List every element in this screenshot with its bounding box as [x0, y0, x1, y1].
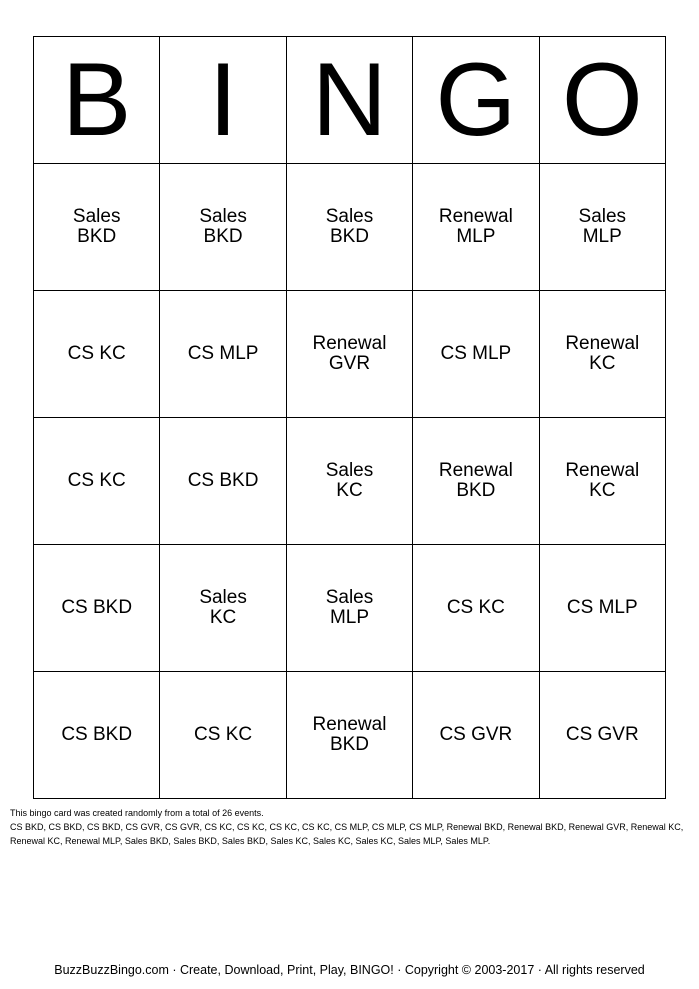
bingo-cell [286, 672, 412, 799]
header-letter-b: B [34, 37, 160, 164]
bingo-cell [160, 164, 286, 291]
cell-label: CS BKD [61, 597, 133, 618]
cell-label: CS BKD [187, 470, 259, 491]
card-info [10, 806, 690, 848]
bingo-row-2 [34, 291, 666, 418]
bingo-row-3 [34, 418, 666, 545]
bingo-cell [413, 672, 539, 799]
header-letter-i: I [160, 37, 286, 164]
bingo-cell [34, 545, 160, 672]
bingo-cell [286, 291, 412, 418]
cell-label: Renewal KC [565, 333, 640, 374]
cell-label: CS MLP [440, 343, 512, 364]
bingo-cell [539, 418, 665, 545]
bingo-header-row [34, 37, 666, 164]
bingo-cell [34, 672, 160, 799]
cell-label: Sales KC [325, 460, 374, 501]
bingo-row-1 [34, 164, 666, 291]
bingo-cell [413, 164, 539, 291]
cell-label: Sales MLP [325, 587, 374, 628]
bingo-cell [160, 418, 286, 545]
bingo-cell [539, 672, 665, 799]
bingo-cell [34, 418, 160, 545]
bingo-cell [539, 545, 665, 672]
cell-label: CS KC [67, 470, 126, 491]
card-info-event-list: CS BKD, CS BKD, CS BKD, CS GVR, CS GVR, CS KC, CS KC, CS KC, CS KC, CS MLP, CS MLP, CS MLP, Renewal BKD, Renewal BKD, Renewal GVR, Renewal KC, Renewal KC, Renewal MLP, Sales BKD, Sales BKD, Sales BKD, Sales KC, Sales KC, Sales KC, Sales MLP, Sales MLP. [10, 822, 684, 846]
cell-label: CS BKD [61, 724, 133, 745]
cell-label: Renewal MLP [438, 206, 513, 247]
cell-label: CS KC [194, 724, 253, 745]
page-footer: BuzzBuzzBingo.com · Create, Download, Print, Play, BINGO! · Copyright © 2003-2017 · All rights reserved [54, 963, 645, 977]
cell-label: Renewal KC [565, 460, 640, 501]
bingo-cell [539, 291, 665, 418]
cell-label: CS MLP [566, 597, 638, 618]
bingo-card [33, 36, 666, 799]
cell-label: Renewal BKD [438, 460, 513, 501]
bingo-cell [160, 291, 286, 418]
cell-label: Renewal GVR [312, 333, 387, 374]
cell-label: Sales MLP [578, 206, 627, 247]
cell-label: Sales BKD [72, 206, 121, 247]
header-letter-g: G [413, 37, 539, 164]
bingo-cell [286, 418, 412, 545]
header-letter-o: O [539, 37, 665, 164]
cell-label: CS KC [446, 597, 505, 618]
cell-label: Sales BKD [199, 206, 247, 247]
bingo-cell [413, 418, 539, 545]
bingo-cell [413, 291, 539, 418]
bingo-cell [286, 545, 412, 672]
bingo-cell [34, 291, 160, 418]
bingo-cell [160, 672, 286, 799]
cell-label: CS GVR [439, 724, 513, 745]
bingo-row-5 [34, 672, 666, 799]
cell-label: Sales BKD [325, 206, 374, 247]
bingo-cell [286, 164, 412, 291]
bingo-cell [160, 545, 286, 672]
bingo-cell [539, 164, 665, 291]
header-letter-n: N [286, 37, 412, 164]
bingo-cell [413, 545, 539, 672]
cell-label: Renewal BKD [312, 714, 387, 755]
cell-label: CS GVR [565, 724, 639, 745]
cell-label: CS KC [67, 343, 126, 364]
card-info-summary: This bingo card was created randomly from a total of 26 events. [10, 808, 264, 818]
bingo-cell [34, 164, 160, 291]
cell-label: Sales KC [199, 587, 247, 628]
cell-label: CS MLP [187, 343, 259, 364]
bingo-row-4 [34, 545, 666, 672]
